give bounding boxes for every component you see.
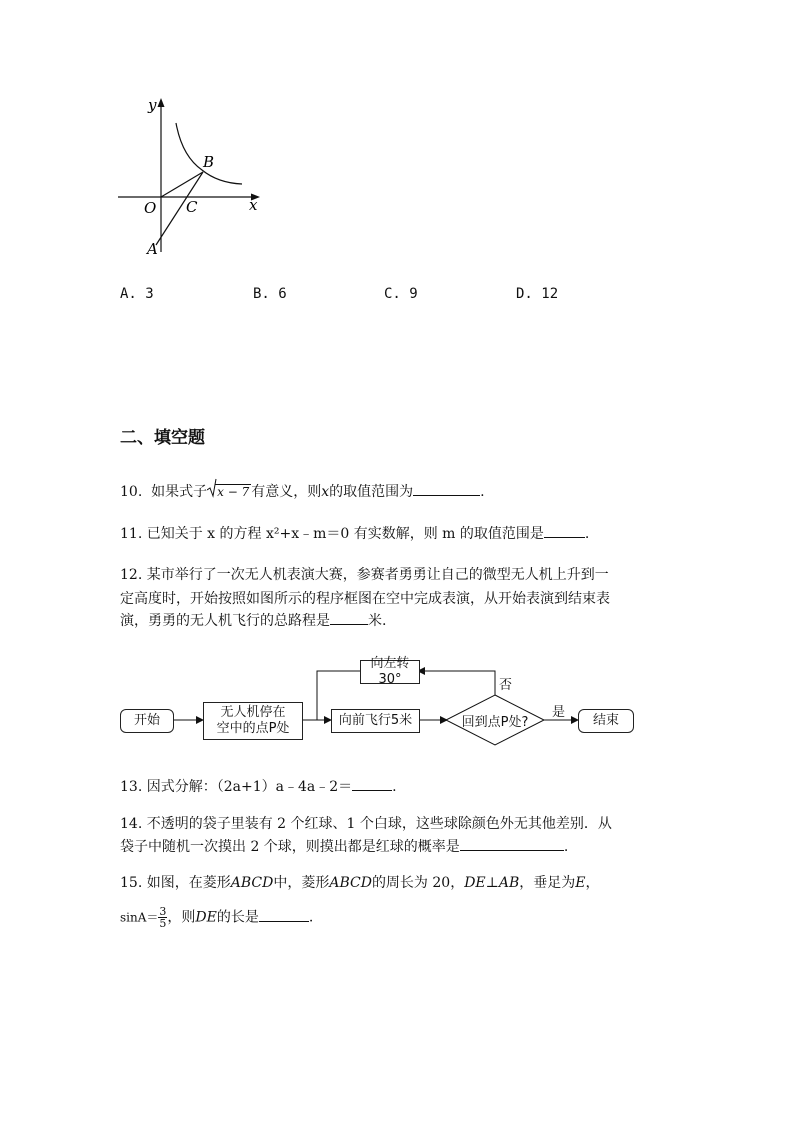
q15-de-2: DE xyxy=(195,909,217,926)
option-c: C. 9 xyxy=(384,286,418,302)
fraction-numerator: 3 xyxy=(159,905,167,918)
q10-var: x xyxy=(321,484,330,500)
question-11 xyxy=(120,523,589,545)
question-15-line2 xyxy=(120,906,313,929)
q10-radicand: x − 7 xyxy=(217,485,250,499)
q15-ab: AB xyxy=(498,875,520,891)
q15-line2-b: 的长是 xyxy=(216,909,259,926)
question-15-line1 xyxy=(120,872,599,894)
sqrt-expression xyxy=(207,481,251,503)
label-c: C xyxy=(186,198,198,216)
q15-de: DE xyxy=(464,875,486,891)
q15-line1-b: 中，菱形 xyxy=(273,875,330,891)
option-a: A. 3 xyxy=(120,286,154,302)
end-box xyxy=(578,709,634,733)
label-y: y xyxy=(148,96,157,114)
q15-line1-d: ，垂足为 xyxy=(519,875,576,891)
q10-answer-blank[interactable] xyxy=(413,481,480,496)
q15-sin: sinA＝ xyxy=(120,910,159,925)
question-10 xyxy=(120,481,485,503)
question-14-line1: 14. 不透明的袋子里装有 2 个红球、1 个白球，这些球除颜色外无其他差别．从 xyxy=(120,816,612,832)
y-axis-arrow xyxy=(158,98,165,107)
q15-e: E xyxy=(575,875,586,891)
coordinate-figure xyxy=(110,92,270,262)
question-12-line1: 12. 某市举行了一次无人机表演大赛，参赛者勇勇让自己的微型无人机上升到一 xyxy=(120,567,609,583)
question-13 xyxy=(120,776,397,798)
q15-line2-a: ，则 xyxy=(167,909,196,926)
q15-line1-c: 的周长为 20， xyxy=(371,875,465,891)
option-d: D. 12 xyxy=(516,286,559,302)
q13-answer-blank[interactable] xyxy=(352,776,392,791)
q10-suffix-a: 有意义，则 xyxy=(251,484,322,500)
q11-text: 11. 已知关于 x 的方程 x²+x﹣m＝0 有实数解，则 m 的取值范围是 xyxy=(120,526,544,542)
q15-line1-a: 15. 如图，在菱形 xyxy=(120,875,231,891)
q12-line3-a: 演，勇勇的无人机飞行的总路程是 xyxy=(120,613,330,629)
q15-perp: ⊥ xyxy=(485,875,499,891)
no-label: 否 xyxy=(499,678,513,693)
fraction-denominator: 5 xyxy=(159,917,167,930)
question-label: 回到点P处? xyxy=(461,715,529,730)
label-a: A xyxy=(147,240,158,258)
sqrt-sign-icon xyxy=(207,478,217,498)
q15-abcd-2: ABCD xyxy=(329,875,372,891)
q13-end: . xyxy=(392,779,397,795)
label-o: O xyxy=(144,199,157,217)
hover-line1: 无人机停在 xyxy=(220,705,286,720)
option-b: B. 6 xyxy=(253,286,287,302)
forward-box xyxy=(331,709,420,733)
turn-label: 向左转30° xyxy=(370,656,410,687)
arrow-question-to-turn xyxy=(418,671,495,695)
q11-end: . xyxy=(584,526,590,542)
q14-end: . xyxy=(563,839,569,855)
start-label: 开始 xyxy=(133,713,160,728)
start-box xyxy=(120,709,174,733)
question-12-line3 xyxy=(120,610,386,632)
q15-answer-blank[interactable] xyxy=(259,907,309,922)
question-12-line2: 定高度时，开始按照如图所示的程序框图在空中完成表演，从开始表演到结束表 xyxy=(120,591,610,607)
q15-abcd-1: ABCD xyxy=(230,875,274,891)
q10-end: . xyxy=(480,484,485,500)
yes-label: 是 xyxy=(552,705,566,720)
label-b: B xyxy=(203,153,215,171)
q15-end: . xyxy=(308,909,314,926)
q14-answer-blank[interactable] xyxy=(460,836,564,851)
q13-text: 13. 因式分解：（2a+1）a﹣4a﹣2＝ xyxy=(120,779,353,795)
turn-box xyxy=(360,656,420,687)
hover-box xyxy=(203,702,303,740)
q11-answer-blank[interactable] xyxy=(544,523,585,538)
label-x: x xyxy=(249,196,258,214)
segment-ob xyxy=(161,172,203,197)
q10-number: 10. xyxy=(120,484,143,500)
end-label: 结束 xyxy=(592,713,619,728)
question-14-line2 xyxy=(120,836,568,858)
q14-line2: 袋子中随机一次摸出 2 个球，则摸出都是红球的概率是 xyxy=(120,839,460,855)
q12-line3-b: 米. xyxy=(368,613,387,629)
forward-label: 向前飞行5米 xyxy=(338,713,413,728)
section-title: 二、填空题 xyxy=(120,428,205,448)
q10-prefix: 如果式子 xyxy=(151,484,208,500)
q12-answer-blank[interactable] xyxy=(330,610,368,625)
hover-line2: 空中的点P处 xyxy=(216,721,290,736)
q15-line1-e: ， xyxy=(585,875,600,891)
q10-suffix-b: 的取值范围为 xyxy=(329,484,414,500)
flowchart xyxy=(115,650,640,750)
